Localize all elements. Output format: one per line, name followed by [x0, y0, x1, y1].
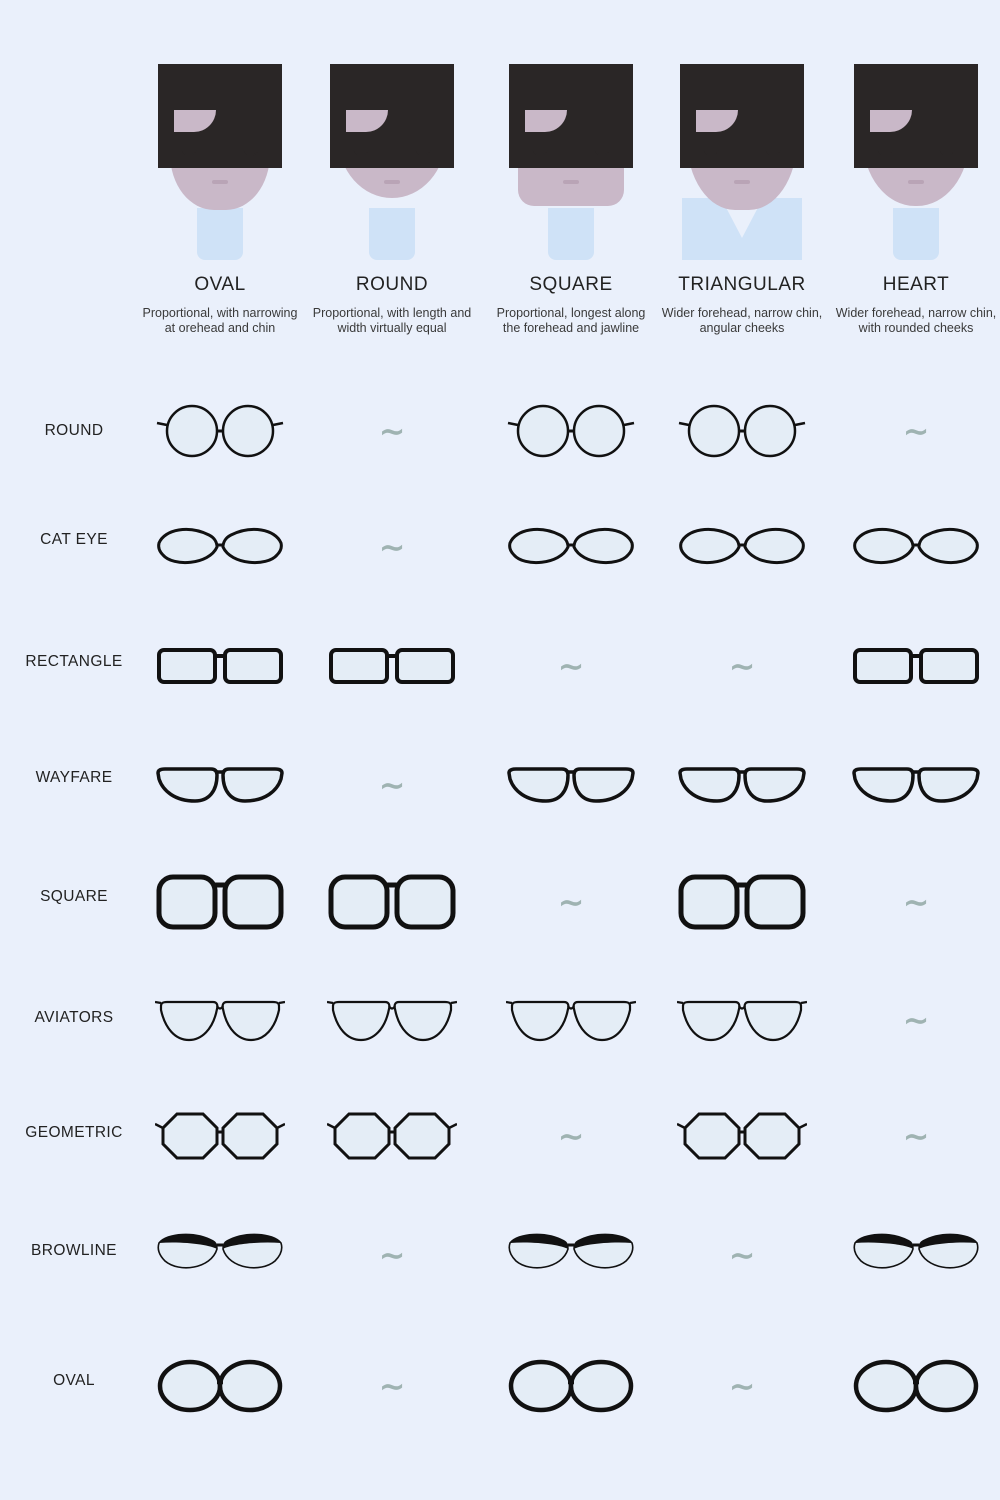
cell-aviators-square[interactable]: [481, 975, 661, 1065]
row-label-round: ROUND: [44, 422, 104, 439]
not-recommended-icon: ∼: [902, 1117, 930, 1155]
cell-round-square[interactable]: [481, 386, 661, 476]
face-column-triangular: [652, 60, 832, 336]
face-title-round: ROUND: [355, 274, 429, 295]
eyebrow-left: [700, 134, 722, 138]
cell-geometric-heart[interactable]: [826, 1091, 1000, 1181]
face-column-round: [302, 60, 482, 336]
mouth-shape: [908, 180, 924, 184]
face-column-oval: [130, 60, 310, 336]
hair-shape: [330, 64, 454, 168]
row-label-square: SQUARE: [40, 888, 108, 905]
face-title-heart: HEART: [882, 274, 950, 295]
cell-round-triangular[interactable]: [652, 386, 832, 476]
face-illustration-triangular: [652, 60, 832, 260]
cell-cat-eye-oval[interactable]: [130, 502, 310, 592]
cell-wayfare-triangular[interactable]: [652, 740, 832, 830]
neck-shape: [893, 208, 939, 260]
cell-rectangle-heart[interactable]: [826, 621, 1000, 711]
cell-browline-oval[interactable]: [130, 1210, 310, 1300]
not-recommended-icon: ∼: [378, 1236, 406, 1274]
mouth-shape: [384, 180, 400, 184]
cell-oval-triangular[interactable]: [652, 1341, 832, 1431]
row-label-rectangle: RECTANGLE: [25, 653, 123, 670]
face-title-oval: OVAL: [194, 274, 246, 295]
cell-geometric-oval[interactable]: [130, 1091, 310, 1181]
eyebrow-right: [412, 134, 434, 138]
face-illustration-square: [481, 60, 661, 260]
cell-rectangle-round[interactable]: [302, 621, 482, 711]
cell-aviators-triangular[interactable]: [652, 975, 832, 1065]
face-column-heart: [826, 60, 1000, 336]
cell-oval-square[interactable]: [481, 1341, 661, 1431]
face-illustration-round: [302, 60, 482, 260]
cell-browline-triangular[interactable]: [652, 1210, 832, 1300]
cell-rectangle-oval[interactable]: [130, 621, 310, 711]
not-recommended-icon: ∼: [557, 647, 585, 685]
cell-oval-round[interactable]: [302, 1341, 482, 1431]
cell-square-square[interactable]: [481, 857, 661, 947]
row-label-geometric: GEOMETRIC: [25, 1124, 123, 1141]
face-title-triangular: TRIANGULAR: [678, 274, 806, 295]
face-description-triangular: Wider forehead, narrow chin, angular cheeks: [661, 306, 823, 335]
cell-round-oval[interactable]: [130, 386, 310, 476]
neck-shape: [548, 208, 594, 260]
face-column-square: [481, 60, 661, 336]
face-description-square: Proportional, longest along the forehead and jawline: [496, 306, 646, 335]
eyebrow-right: [591, 134, 613, 138]
face-description-heart: Wider forehead, narrow chin, with rounded cheeks: [835, 306, 997, 335]
cell-wayfare-oval[interactable]: [130, 740, 310, 830]
cell-rectangle-triangular[interactable]: [652, 621, 832, 711]
row-label-oval: OVAL: [53, 1372, 95, 1389]
not-recommended-icon: ∼: [728, 1236, 756, 1274]
cell-square-triangular[interactable]: [652, 857, 832, 947]
neck-shape: [197, 208, 243, 260]
hair-shape: [509, 64, 633, 168]
face-illustration-heart: [826, 60, 1000, 260]
cell-browline-square[interactable]: [481, 1210, 661, 1300]
eyebrow-right: [240, 134, 262, 138]
cell-aviators-oval[interactable]: [130, 975, 310, 1065]
cell-geometric-square[interactable]: [481, 1091, 661, 1181]
not-recommended-icon: ∼: [902, 412, 930, 450]
cell-oval-oval[interactable]: [130, 1341, 310, 1431]
cell-wayfare-heart[interactable]: [826, 740, 1000, 830]
row-label-browline: BROWLINE: [31, 1242, 117, 1259]
cell-browline-heart[interactable]: [826, 1210, 1000, 1300]
cell-cat-eye-triangular[interactable]: [652, 502, 832, 592]
cell-round-round[interactable]: [302, 386, 482, 476]
hair-shape: [680, 64, 804, 168]
cell-cat-eye-heart[interactable]: [826, 502, 1000, 592]
row-label-wayfare: WAYFARE: [35, 769, 113, 786]
cell-aviators-heart[interactable]: [826, 975, 1000, 1065]
face-illustration-oval: [130, 60, 310, 260]
not-recommended-icon: ∼: [902, 883, 930, 921]
cell-geometric-round[interactable]: [302, 1091, 482, 1181]
not-recommended-icon: ∼: [378, 766, 406, 804]
face-description-oval: Proportional, with narrowing at orehead and chin: [142, 306, 298, 335]
not-recommended-icon: ∼: [378, 1367, 406, 1405]
neck-shape: [369, 208, 415, 260]
not-recommended-icon: ∼: [557, 883, 585, 921]
eyebrow-right: [762, 134, 784, 138]
eyebrow-left: [874, 134, 896, 138]
cell-rectangle-square[interactable]: [481, 621, 661, 711]
not-recommended-icon: ∼: [378, 412, 406, 450]
mouth-shape: [734, 180, 750, 184]
not-recommended-icon: ∼: [728, 647, 756, 685]
cell-cat-eye-square[interactable]: [481, 502, 661, 592]
hair-shape: [854, 64, 978, 168]
mouth-shape: [563, 180, 579, 184]
not-recommended-icon: ∼: [728, 1367, 756, 1405]
cell-wayfare-round[interactable]: [302, 740, 482, 830]
hair-shape: [158, 64, 282, 168]
cell-square-heart[interactable]: [826, 857, 1000, 947]
eyebrow-left: [178, 134, 200, 138]
cell-browline-round[interactable]: [302, 1210, 482, 1300]
cell-cat-eye-round[interactable]: [302, 502, 482, 592]
not-recommended-icon: ∼: [902, 1001, 930, 1039]
cell-aviators-round[interactable]: [302, 975, 482, 1065]
row-label-aviators: AVIATORS: [34, 1009, 114, 1026]
cell-oval-heart[interactable]: [826, 1341, 1000, 1431]
not-recommended-icon: ∼: [557, 1117, 585, 1155]
cell-geometric-triangular[interactable]: [652, 1091, 832, 1181]
cell-square-oval[interactable]: [130, 857, 310, 947]
face-title-square: SQUARE: [529, 274, 613, 295]
mouth-shape: [212, 180, 228, 184]
cell-wayfare-square[interactable]: [481, 740, 661, 830]
row-label-cat-eye: CAT EYE: [40, 531, 108, 548]
eyebrow-right: [936, 134, 958, 138]
eyebrow-left: [529, 134, 551, 138]
not-recommended-icon: ∼: [378, 528, 406, 566]
cell-round-heart[interactable]: [826, 386, 1000, 476]
cell-square-round[interactable]: [302, 857, 482, 947]
face-description-round: Proportional, with length and width virtually equal: [312, 306, 472, 335]
eyebrow-left: [350, 134, 372, 138]
